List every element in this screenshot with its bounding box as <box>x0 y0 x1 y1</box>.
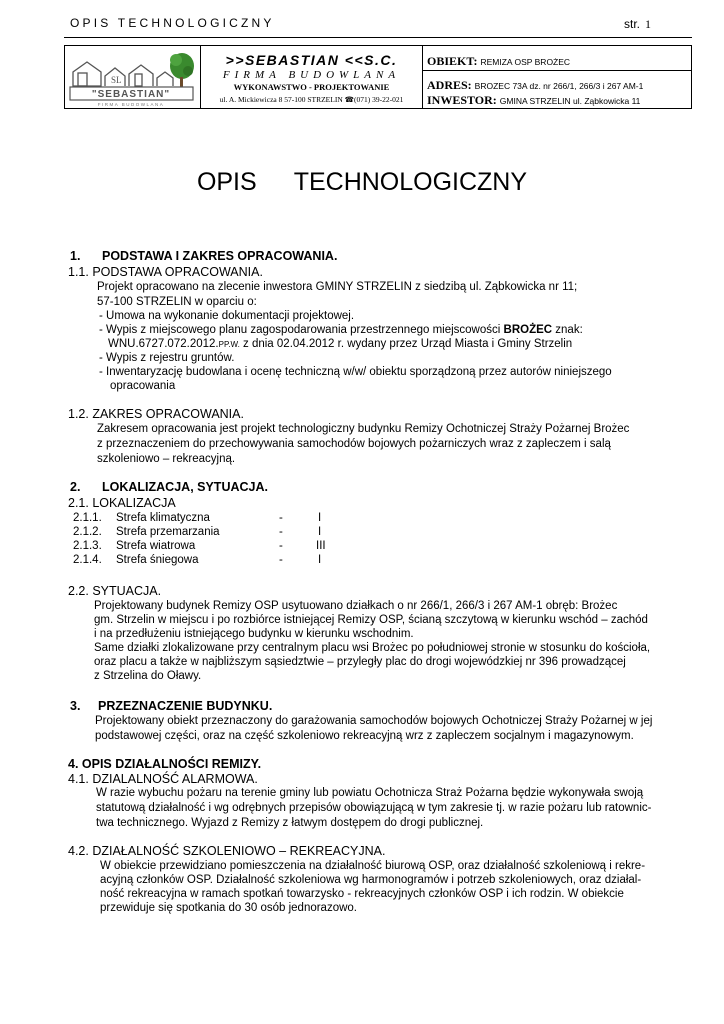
s42-line-1: W obiekcie przewidziano pomieszczenia na działalność biurową OSP, oraz działalność szkoleniową i rekre- <box>100 860 646 872</box>
header-rule <box>64 37 692 38</box>
adres-value: BROZEC 73A dz. nr 266/1, 266/3 i 267 AM-1 <box>474 81 644 91</box>
zone-value: III <box>316 540 326 552</box>
s11-ref-pre: WNU.6727.072.2012. <box>108 338 219 350</box>
title-part-1: OPIS <box>196 168 257 196</box>
firm-info <box>201 46 423 108</box>
logo-graphic <box>65 46 200 108</box>
info-divider <box>423 70 691 71</box>
s3-line-1: Projektowany obiekt przeznaczony do garażowania samochodów bojowych Ochotniczej Straży Pożarnej w jej <box>95 715 653 727</box>
page-number-label <box>624 17 651 32</box>
zone-value: I <box>318 526 322 538</box>
s11-bullet-4: - Inwentaryzację budowlana i ocenę techniczną w/w/ obiektu sporządzoną przez autorów niniejszego <box>99 366 612 378</box>
zone-num: 2.1.1. <box>73 512 102 524</box>
adres-label: ADRES: <box>427 78 472 92</box>
s11-ref-post: z dnia 02.04.2012 r. wydany przez Urząd Miasta i Gminy Strzelin <box>243 338 573 350</box>
section-3-number: 3. <box>70 699 81 713</box>
s41-line-3: twa technicznego. Wyjazd z Remizy z łatwym dostępem do drogi publicznej. <box>96 817 484 829</box>
project-info <box>423 46 691 108</box>
s42-line-2: acyjną członków OSP. Działalność szkoleniowa wg harmonogramów i potrzeb szkoleniowych, oraz działal- <box>100 874 642 886</box>
s11-bullet-2 <box>99 324 583 336</box>
firm-address: ul. A. Mickiewicza 8 57-100 STRZELIN ☎(071) 39-22-021 <box>219 95 404 104</box>
s11-bullet-3: - Wypis z rejestru gruntów. <box>99 352 235 364</box>
running-header-title: OPIS TECHNOLOGICZNY <box>70 16 275 30</box>
s11-bullet-2-post: znak: <box>555 324 583 336</box>
s11-bullet-1: - Umowa na wykonanie dokumentacji projektowej. <box>99 310 355 322</box>
section-1-heading: PODSTAWA I ZAKRES OPRACOWANIA. <box>102 249 338 263</box>
obiekt-label: OBIEKT: <box>427 54 478 68</box>
section-4-1-heading: 4.1. DZIALALNOŚĆ ALARMOWA. <box>68 772 258 786</box>
s11-bullet-4-line-2: opracowania <box>110 380 176 392</box>
section-3-heading: PRZEZNACZENIE BUDYNKU. <box>98 699 273 713</box>
zone-num: 2.1.3. <box>73 540 102 552</box>
zone-dash: - <box>279 526 283 538</box>
inwestor-row <box>427 91 640 109</box>
title-block <box>64 45 692 109</box>
logo-text-top: SL <box>111 75 122 85</box>
section-2-number: 2. <box>70 480 81 494</box>
zone-name: Strefa wiatrowa <box>116 540 196 552</box>
s12-line-1: Zakresem opracowania jest projekt technologiczny budynku Remizy Ochotniczej Straży Pożarnej Brożec <box>97 423 630 435</box>
zone-dash: - <box>279 512 283 524</box>
zone-dash: - <box>279 540 283 552</box>
page-number: 1 <box>645 17 652 31</box>
s11-line-1: Projekt opracowano na zlecenie inwestora GMINY STRZELIN z siedzibą ul. Ząbkowicka nr 11; <box>97 281 578 293</box>
s22-line-3: i na przedłużeniu istniejącego budynku w kierunku wschodnim. <box>94 628 414 640</box>
section-4-2-heading: 4.2. DZIAŁALNOŚĆ SZKOLENIOWO – REKREACYJNA. <box>68 844 386 858</box>
s22-line-5: oraz placu a także w najbliższym sąsiedztwie – przyległy plac do drogi wojewódzkiej nr 396 prowadzącej <box>94 656 626 668</box>
section-4-heading: 4. OPIS DZIAŁALNOŚCI REMIZY. <box>68 757 262 771</box>
section-2-2-heading: 2.2. SYTUACJA. <box>68 584 162 598</box>
s11-bullet-2-line-2 <box>108 338 572 350</box>
page-label: str. <box>624 17 641 31</box>
zone-name: Strefa śniegowa <box>116 554 199 566</box>
zone-name: Strefa przemarzania <box>116 526 220 538</box>
s12-line-3: szkoleniowo – rekreacyjną. <box>97 453 236 465</box>
s42-line-4: przewiduje się spotkania do 30 osób jednorazowo. <box>100 902 357 914</box>
title-part-2: TECHNOLOGICZNY <box>293 168 528 196</box>
s11-line-2: 57-100 STRZELIN w oparciu o: <box>97 296 257 308</box>
s22-line-2: gm. Strzelin w miejscu i po rozbiórce istniejącej Remizy OSP, ścianą szczytową w kierunku wschód – zachód <box>94 614 648 626</box>
section-1-number: 1. <box>70 249 81 263</box>
inwestor-value: GMINA STRZELIN ul. Ząbkowicka 11 <box>499 96 641 106</box>
zone-name: Strefa klimatyczna <box>116 512 210 524</box>
s22-line-4: Same działki zlokalizowane przy centralnym placu wsi Brożec po południowej stronie w stosunku do kościoła, <box>94 642 651 654</box>
s42-line-3: ność rekreacyjna w ramach spotkań towarzysko - rekreacyjnych członków OSP i ich rodzin. W obiekcie <box>100 888 624 900</box>
zone-num: 2.1.2. <box>73 526 102 538</box>
document-title <box>0 168 724 197</box>
s3-line-2: podstawowej części, oraz na część szkoleniowo rekreacyjną wrz z zapleczem socjalnym i magazynowym. <box>95 730 634 742</box>
firm-services: WYKONAWSTWO - PROJEKTOWANIE <box>233 82 390 92</box>
firm-name: >>SEBASTIAN <<S.C. <box>225 52 398 68</box>
section-2-heading: LOKALIZACJA, SYTUACJA. <box>102 480 268 494</box>
s22-line-1: Projektowany budynek Remizy OSP usytuowano działkach o nr 266/1, 266/3 i 267 AM-1 obręb: Brożec <box>94 600 618 612</box>
section-1-2-heading: 1.2. ZAKRES OPRACOWANIA. <box>68 407 244 421</box>
svg-text:FIRMA BUDOWLANA: FIRMA BUDOWLANA <box>97 102 165 107</box>
s22-line-6: z Strzelina do Oławy. <box>94 670 202 682</box>
section-2-1-heading: 2.1. LOKALIZACJA <box>68 496 176 510</box>
s11-bullet-2-bold: BROŻEC <box>503 324 553 336</box>
s11-ref-sub: PP.W. <box>218 340 240 349</box>
s12-line-2: z przeznaczeniem do przechowywania samochodów bojowych pożarniczych wraz z zapleczem i salą <box>97 438 611 450</box>
obiekt-value: REMIZA OSP BROŻEC <box>480 57 571 67</box>
zone-value: I <box>318 512 322 524</box>
svg-text:"SEBASTIAN": "SEBASTIAN" <box>91 89 171 100</box>
firm-type: FIRMA BUDOWLANA <box>222 69 401 81</box>
company-logo <box>65 46 201 108</box>
zone-value: I <box>318 554 322 566</box>
section-1-1-heading: 1.1. PODSTAWA OPRACOWANIA. <box>68 265 263 279</box>
s11-bullet-2-pre: - Wypis z miejscowego planu zagospodarowania przestrzennego miejscowości <box>99 324 501 336</box>
zone-dash: - <box>279 554 283 566</box>
s41-line-2: statutową działalność i wg odrębnych przepisów obowiązującą w tym zakresie tj. w razie pożaru lub ratownic- <box>96 802 652 814</box>
s41-line-1: W razie wybuchu pożaru na terenie gminy lub powiatu Ochotnicza Straż Pożarna będzie wykonywała swoją <box>96 787 644 799</box>
inwestor-label: INWESTOR: <box>427 93 497 107</box>
zone-num: 2.1.4. <box>73 554 102 566</box>
obiekt-row <box>427 52 570 70</box>
